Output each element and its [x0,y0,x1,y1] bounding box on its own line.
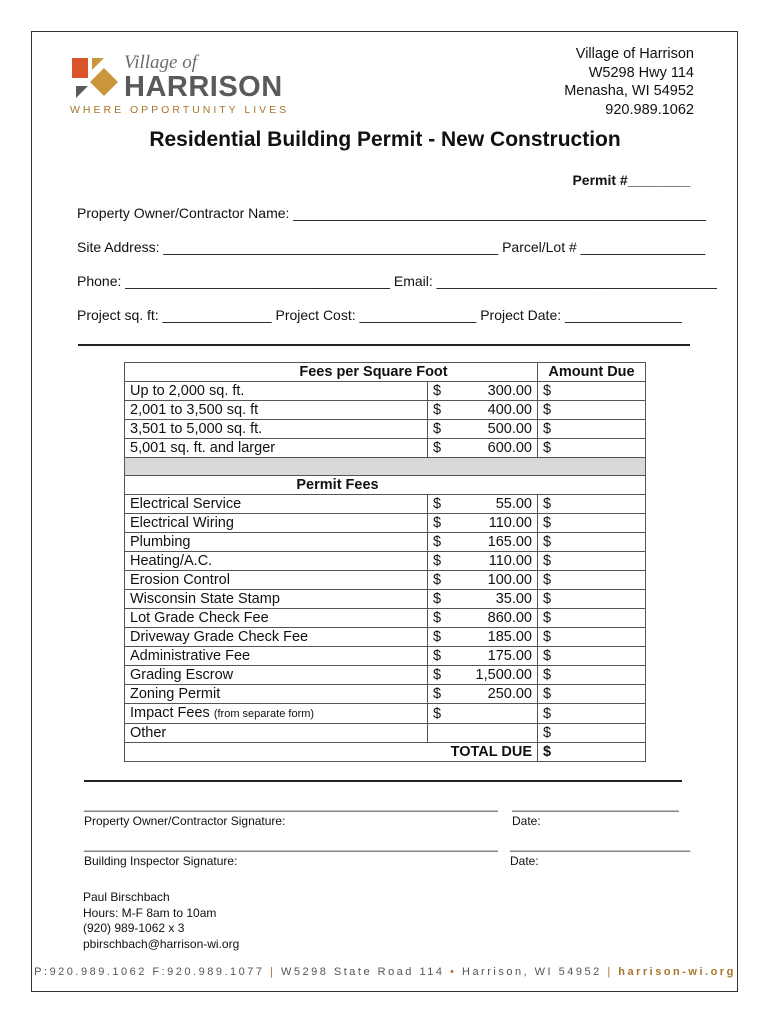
currency-symbol: $ [543,534,552,551]
fee-amount [428,382,538,401]
table-row [125,609,646,628]
fee-amount [428,533,538,552]
amount-due-cell[interactable] [538,514,646,533]
fee-value: 860.00 [487,610,532,627]
amount-due-cell[interactable] [538,495,646,514]
fee-amount [428,439,538,458]
currency-symbol: $ [543,610,552,627]
table-row [125,628,646,647]
footer [0,966,770,978]
footer-dot: • [450,966,457,978]
table-row [125,439,646,458]
sqft-header: Fees per Square Foot [125,363,538,382]
amount-due-cell[interactable] [538,552,646,571]
amount-due-cell[interactable] [538,401,646,420]
footer-phone: P:920.989.1062 F:920.989.1077 [34,966,265,978]
phone-email-field[interactable]: Phone: __________________________________ Email: ____________________________________ [77,273,717,289]
fee-amount [428,685,538,704]
table-row [125,704,646,724]
fee-amount [428,666,538,685]
logo-village-text: Village of [124,52,197,73]
fee-value: 300.00 [487,383,532,399]
divider [78,344,690,346]
project-details-field[interactable]: Project sq. ft: ______________ Project Cost: _______________ Project Date: _______________ [77,307,682,323]
footer-address: W5298 State Road 114 [280,966,445,978]
inspector-name: Paul Birschbach [83,890,170,904]
date-label: Date: [512,814,541,828]
table-divider-row [125,458,646,476]
fee-value: 185.00 [487,629,532,646]
currency-symbol: $ [543,515,552,532]
fee-label: Up to 2,000 sq. ft. [125,382,428,401]
currency-symbol: $ [433,383,442,399]
fee-label: Electrical Service [125,495,428,514]
fee-label: Heating/A.C. [125,552,428,571]
owner-signature-line[interactable]: ______________________________________________________________ [84,798,498,812]
inspector-signature-line[interactable]: ______________________________________________________________ [84,838,498,852]
currency-symbol: $ [433,591,442,608]
footer-city: Harrison, WI 54952 [462,966,602,978]
fee-label: Erosion Control [125,571,428,590]
owner-name-field[interactable]: Property Owner/Contractor Name: _____________________________________________________ [77,205,706,221]
inspector-email[interactable]: pbirschbach@harrison-wi.org [83,936,240,951]
currency-symbol: $ [543,686,552,703]
fee-label: Driveway Grade Check Fee [125,628,428,647]
amount-due-cell[interactable] [538,420,646,439]
currency-symbol: $ [543,648,552,665]
address-line: W5298 Hwy 114 [588,64,694,81]
table-row [125,724,646,743]
currency-symbol: $ [433,553,442,570]
inspector-phone: (920) 989-1062 x 3 [83,921,185,935]
fee-amount [428,552,538,571]
amount-due-header: Amount Due [538,363,646,382]
currency-symbol: $ [433,402,442,418]
fee-value: 600.00 [487,440,532,456]
inspector-signature-label: Building Inspector Signature: [84,854,238,868]
fee-value: 100.00 [487,572,532,589]
permit-fees-header: Permit Fees [125,476,646,495]
permit-fees-header-row [125,476,646,495]
table-row [125,666,646,685]
fee-label: 3,501 to 5,000 sq. ft. [125,420,428,439]
amount-due-cell[interactable]: $ [538,724,646,743]
divider [84,780,682,782]
fee-value: 165.00 [487,534,532,551]
inspector-hours: Hours: M-F 8am to 10am [83,905,217,920]
table-row [125,495,646,514]
fee-value: 35.00 [495,591,532,608]
fee-value: 250.00 [487,686,532,703]
table-row [125,590,646,609]
table-row [125,401,646,420]
currency-symbol: $ [543,667,552,684]
inspector-date-line[interactable]: ___________________________ [510,838,691,852]
table-row [125,533,646,552]
currency-symbol: $ [543,440,552,456]
fee-label: Plumbing [125,533,428,552]
amount-due-cell[interactable] [538,628,646,647]
currency-symbol: $ [543,496,552,513]
fee-value: 175.00 [487,648,532,665]
amount-due-cell[interactable] [538,571,646,590]
total-due-cell[interactable]: $ [538,743,646,762]
fee-amount [428,401,538,420]
currency-symbol: $ [433,496,442,513]
currency-symbol: $ [433,648,442,665]
logo-harrison-text: HARRISON [124,71,283,103]
fee-label: 2,001 to 3,500 sq. ft [125,401,428,420]
table-row [125,571,646,590]
fee-amount [428,420,538,439]
site-address-field[interactable]: Site Address: ___________________________________________ Parcel/Lot # ________________ [77,239,706,255]
table-row [125,552,646,571]
currency-symbol: $ [543,629,552,646]
currency-symbol: $ [543,572,552,589]
amount-due-cell[interactable] [538,439,646,458]
fee-amount [428,724,538,743]
village-address [564,45,694,119]
amount-due-cell[interactable] [538,382,646,401]
address-line: Village of Harrison [575,46,694,62]
table-row [125,514,646,533]
amount-due-cell[interactable] [538,647,646,666]
owner-date-line[interactable]: _________________________ [512,798,679,812]
fee-amount [428,609,538,628]
fee-value: 400.00 [487,402,532,418]
fee-label: 5,001 sq. ft. and larger [125,439,428,458]
logo-tagline: WHERE OPPORTUNITY LIVES [70,104,290,116]
permit-number-field[interactable]: Permit #________ [572,172,690,188]
address-line: Menasha, WI 54952 [564,83,694,99]
footer-separator: | [270,966,276,978]
fee-label: Wisconsin State Stamp [125,590,428,609]
fee-value: 500.00 [487,421,532,437]
currency-symbol: $ [433,534,442,551]
fee-table [124,362,646,762]
currency-symbol: $ [433,686,442,703]
currency-symbol: $ [433,610,442,627]
fee-value: 110.00 [488,553,532,570]
footer-separator: | [607,966,613,978]
fee-amount [428,628,538,647]
amount-due-cell[interactable] [538,533,646,552]
table-row [125,420,646,439]
fee-label: Grading Escrow [125,666,428,685]
footer-website-link[interactable]: harrison-wi.org [618,966,736,978]
fee-amount [428,495,538,514]
currency-symbol: $ [433,515,442,532]
currency-symbol: $ [543,591,552,608]
amount-due-cell[interactable] [538,609,646,628]
currency-symbol: $ [433,667,442,684]
currency-symbol: $ [433,629,442,646]
currency-symbol: $ [543,553,552,570]
fee-label: Electrical Wiring [125,514,428,533]
table-row [125,382,646,401]
currency-symbol: $ [433,440,442,456]
table-row [125,647,646,666]
address-phone: 920.989.1062 [605,101,694,118]
fee-label: Impact Fees (from separate form) [125,704,428,724]
fee-amount [428,647,538,666]
fee-label: Administrative Fee [125,647,428,666]
harrison-logo-icon [70,56,124,102]
currency-symbol: $ [433,572,442,589]
fee-label: Zoning Permit [125,685,428,704]
amount-due-cell[interactable] [538,666,646,685]
date-label: Date: [510,854,539,868]
currency-symbol: $ [543,402,552,418]
fee-value: 1,500.00 [475,667,532,684]
total-row [125,743,646,762]
amount-due-cell[interactable] [538,590,646,609]
currency-symbol: $ [543,421,552,437]
amount-due-cell[interactable]: $ [538,704,646,724]
table-row [125,685,646,704]
fee-value: 110.00 [488,515,532,532]
currency-symbol: $ [543,383,552,399]
inspector-contact [83,890,239,952]
fee-amount [428,514,538,533]
owner-signature-label: Property Owner/Contractor Signature: [84,814,286,828]
fee-amount [428,571,538,590]
table-header-row [125,363,646,382]
fee-label: Lot Grade Check Fee [125,609,428,628]
page-title: Residential Building Permit - New Construction [149,128,621,151]
fee-amount [428,590,538,609]
fee-amount: $ [428,704,538,724]
fee-value: 55.00 [495,496,532,513]
amount-due-cell[interactable] [538,685,646,704]
total-due-label: TOTAL DUE [428,743,538,762]
currency-symbol: $ [433,421,442,437]
fee-label: Other [125,724,428,743]
